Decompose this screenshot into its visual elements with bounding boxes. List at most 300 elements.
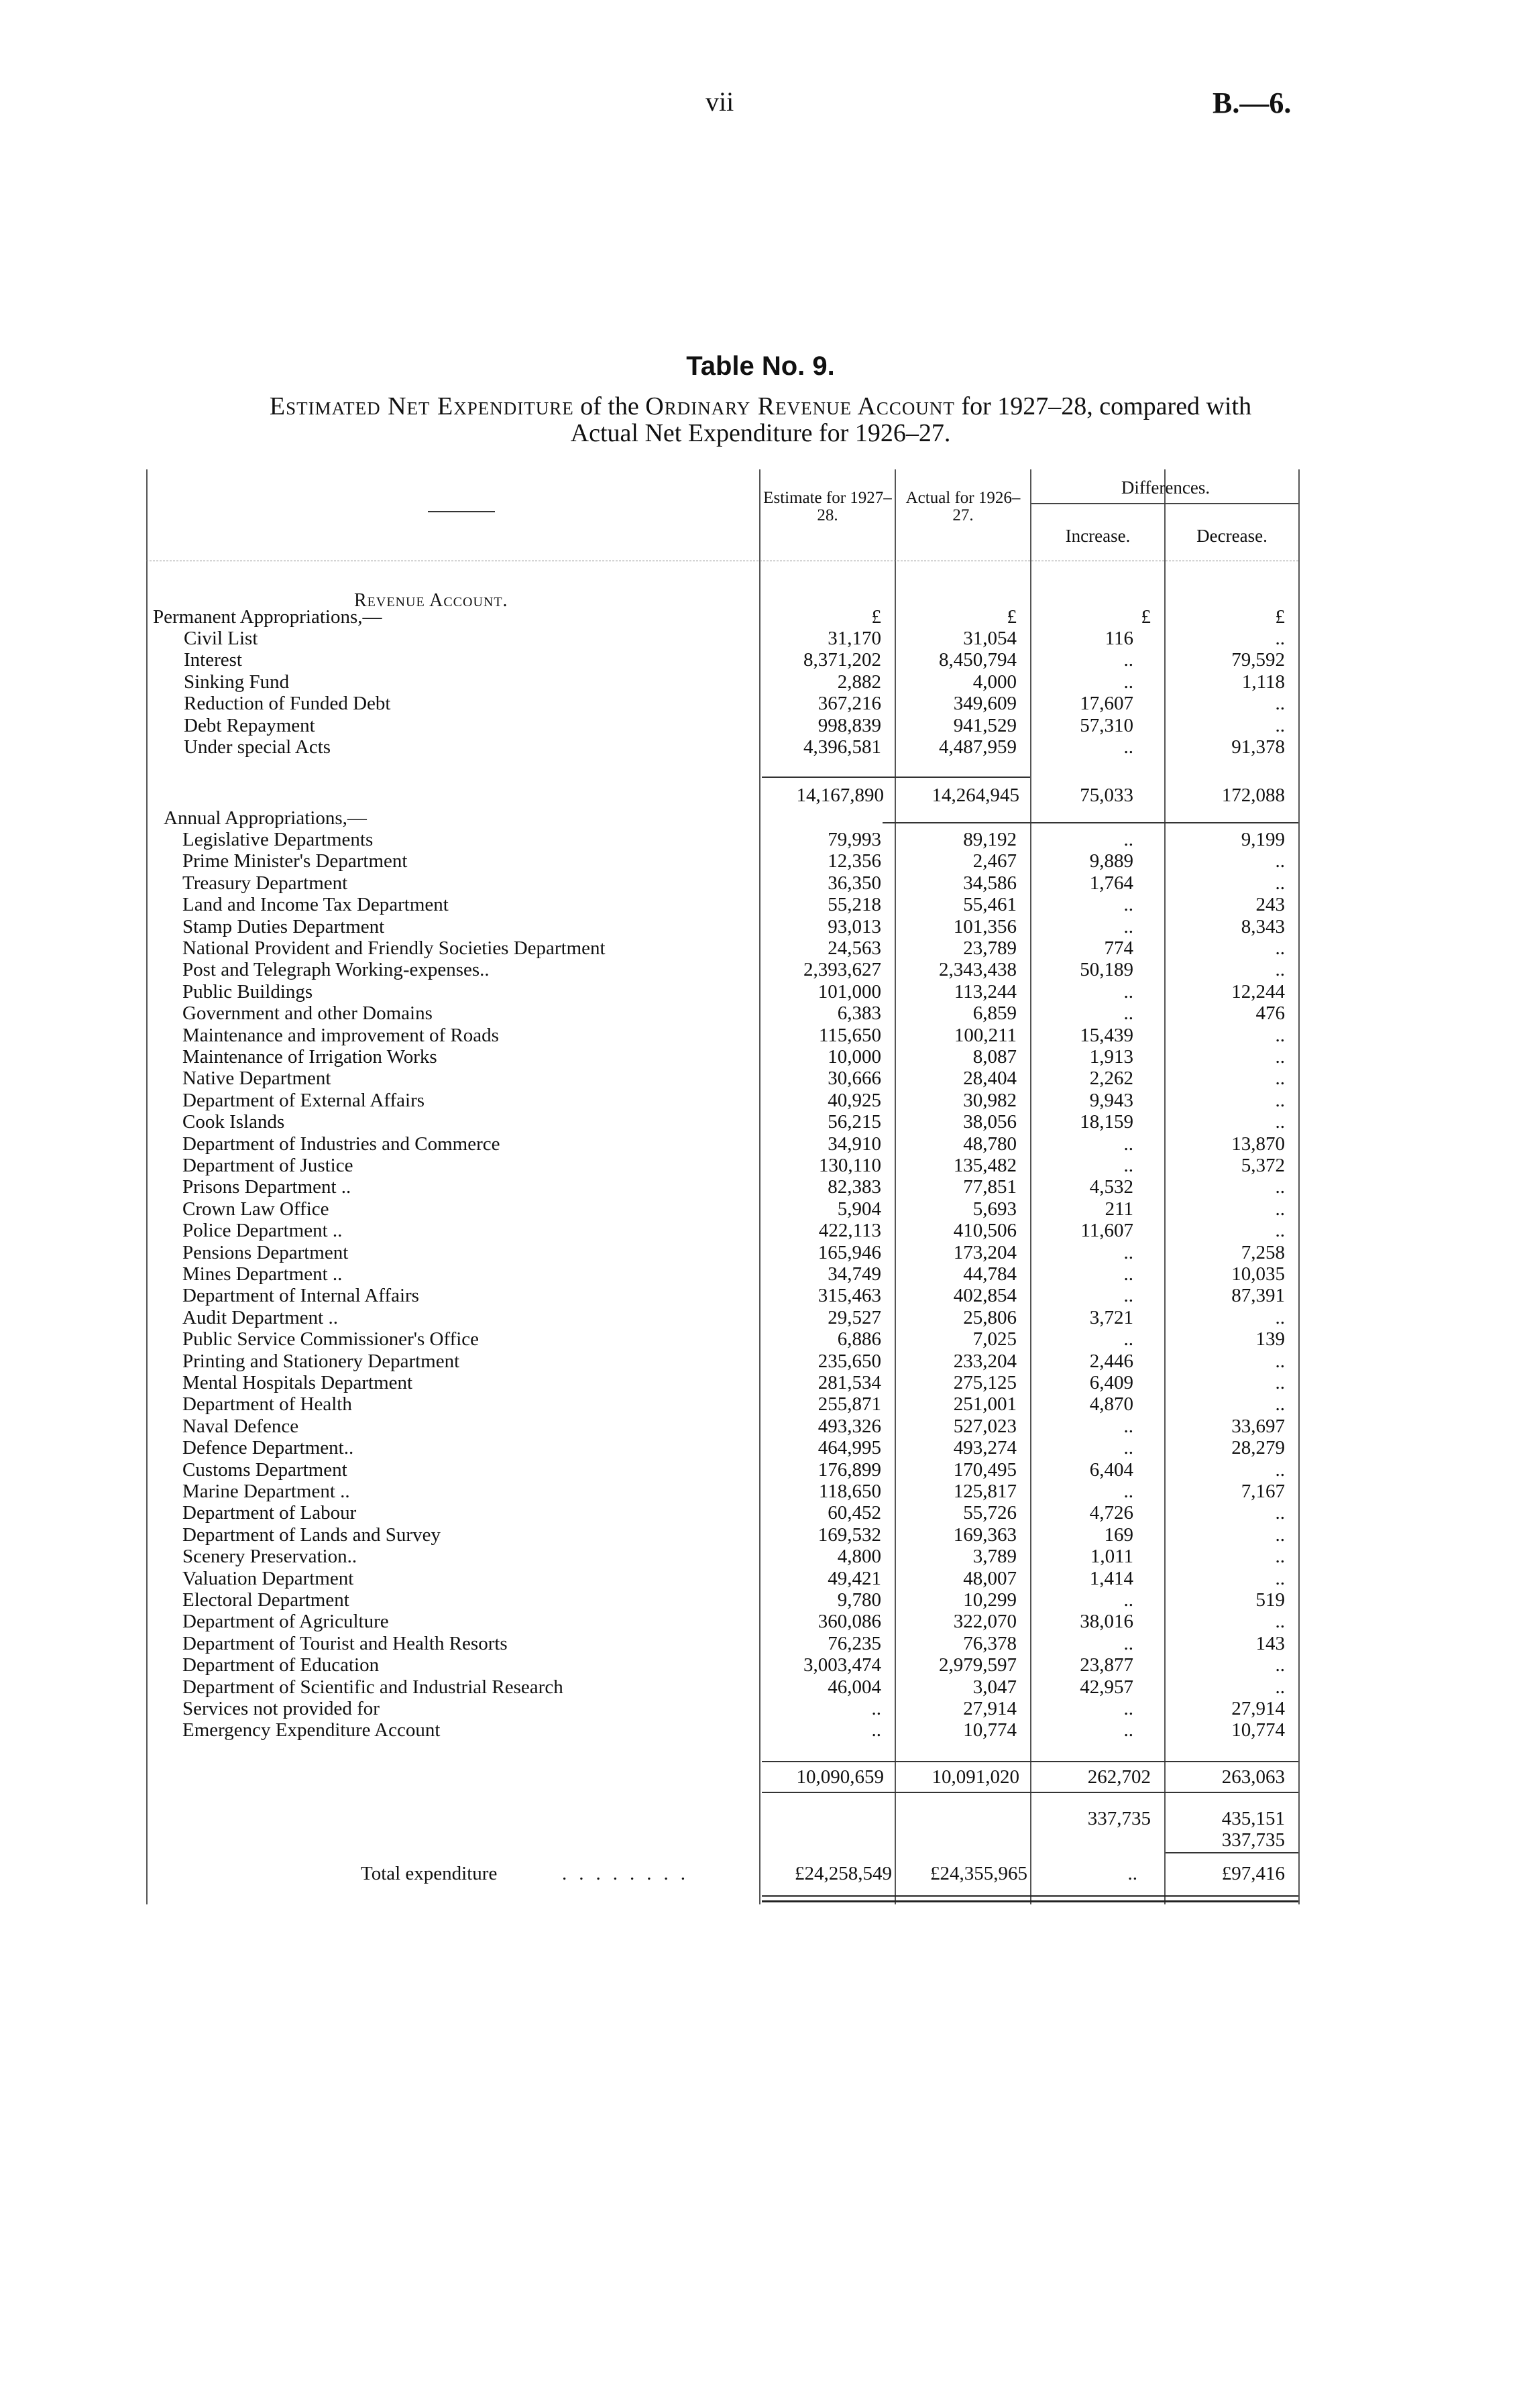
row-actual: 402,854: [953, 1285, 1017, 1307]
row-estimate: 130,110: [818, 1155, 881, 1176]
row-estimate: 12,356: [828, 850, 881, 872]
combined-decrease: 435,151: [1221, 1808, 1285, 1829]
permanent-total-row: [146, 785, 1300, 806]
table-row: [146, 1002, 1300, 1024]
col-head-increase: Increase.: [1065, 526, 1131, 546]
row-increase: 4,870: [1089, 1393, 1133, 1416]
row-decrease: ..: [1275, 937, 1285, 959]
row-estimate: 4,800: [837, 1546, 881, 1568]
table-row: [146, 1155, 1300, 1176]
grand-total-double-rule: [762, 1895, 1298, 1902]
annual-heading: Annual Appropriations,—: [164, 807, 367, 829]
row-actual: 2,343,438: [939, 959, 1017, 981]
row-label: Interest: [184, 649, 242, 671]
row-label: Marine Department ..: [182, 1481, 350, 1502]
row-estimate: 56,215: [828, 1111, 881, 1133]
row-label: Maintenance and improvement of Roads: [182, 1024, 499, 1046]
table-row: [146, 1372, 1300, 1393]
row-estimate: 10,000: [828, 1046, 881, 1068]
row-decrease: ..: [1275, 1220, 1285, 1242]
row-increase: ..: [1123, 1437, 1133, 1459]
currency-row: [146, 606, 1300, 628]
row-increase: ..: [1123, 1285, 1133, 1307]
table-row: [146, 1568, 1300, 1589]
table-row: [146, 959, 1300, 980]
row-increase: 211: [1105, 1198, 1133, 1220]
row-increase: ..: [1123, 649, 1133, 671]
row-actual: 23,789: [963, 937, 1017, 959]
row-label: Crown Law Office: [182, 1198, 329, 1220]
row-actual: 25,806: [963, 1306, 1017, 1328]
row-actual: 48,007: [963, 1567, 1017, 1589]
row-estimate: 5,904: [837, 1198, 881, 1220]
row-increase: 18,159: [1080, 1111, 1133, 1133]
grand-total-increase: ..: [1127, 1863, 1137, 1884]
row-increase: ..: [1123, 1328, 1133, 1351]
perm-total-decrease: 172,088: [1221, 785, 1285, 806]
row-label: Department of Education: [182, 1654, 380, 1676]
row-actual: 55,726: [963, 1502, 1017, 1524]
row-actual: 493,274: [953, 1437, 1017, 1459]
table-row: [146, 715, 1300, 736]
table-row: [146, 1025, 1300, 1046]
row-label: Audit Department ..: [182, 1306, 338, 1328]
row-decrease: ..: [1275, 1046, 1285, 1068]
row-increase: ..: [1123, 1133, 1133, 1155]
perm-total-estimate: 14,167,890: [796, 785, 884, 806]
annual-top-rule: [883, 822, 1298, 823]
col-head-decrease: Decrease.: [1196, 526, 1268, 546]
table-row: [146, 1546, 1300, 1567]
row-estimate: 82,383: [828, 1176, 881, 1198]
row-decrease: 7,167: [1241, 1481, 1285, 1502]
row-label: Services not provided for: [182, 1698, 380, 1719]
row-estimate: 176,899: [818, 1458, 881, 1481]
subtitle-part-b: of the: [573, 392, 646, 420]
table-row: [146, 1176, 1300, 1198]
row-increase: 1,414: [1089, 1567, 1133, 1589]
row-label: Department of Internal Affairs: [182, 1285, 419, 1307]
row-actual: 170,495: [953, 1458, 1017, 1481]
row-decrease: ..: [1275, 1676, 1285, 1698]
table-row: [146, 1133, 1300, 1155]
row-label: Emergency Expenditure Account: [182, 1719, 441, 1741]
annual-total-increase: 262,702: [1087, 1766, 1151, 1788]
row-actual: 349,609: [953, 693, 1017, 715]
row-actual: 101,356: [953, 915, 1017, 937]
row-increase: 50,189: [1080, 959, 1133, 981]
table-row: [146, 1459, 1300, 1481]
row-increase: ..: [1123, 1415, 1133, 1437]
row-decrease: 87,391: [1231, 1285, 1285, 1307]
row-estimate: 2,882: [837, 671, 881, 693]
stub-header-dash: [428, 511, 495, 512]
grand-total-row: [146, 1863, 1300, 1884]
row-decrease: 79,592: [1231, 649, 1285, 671]
row-increase: 116: [1105, 628, 1133, 649]
row-label: Post and Telegraph Working-expenses..: [182, 959, 490, 981]
row-increase: 6,409: [1089, 1372, 1133, 1393]
row-label: Department of Labour: [182, 1502, 357, 1524]
grand-total-decrease: £97,416: [1221, 1863, 1285, 1884]
row-decrease: ..: [1275, 1611, 1285, 1633]
row-estimate: 79,993: [828, 829, 881, 850]
row-label: Naval Defence: [182, 1415, 299, 1437]
offset-rule: [1166, 1852, 1298, 1853]
annual-total-decrease: 263,063: [1221, 1766, 1285, 1788]
table-row: [146, 1090, 1300, 1111]
row-actual: 527,023: [953, 1415, 1017, 1437]
row-actual: 3,789: [972, 1546, 1017, 1568]
row-label: Land and Income Tax Department: [182, 894, 449, 916]
row-decrease: ..: [1275, 693, 1285, 715]
row-decrease: 9,199: [1241, 829, 1285, 850]
table-row: [146, 1263, 1300, 1285]
row-label: Public Service Commissioner's Office: [182, 1328, 480, 1351]
table-subtitle-line2: Actual Net Expenditure for 1926–27.: [570, 419, 951, 447]
grand-total-actual: £24,355,965: [930, 1863, 1027, 1884]
row-estimate: 55,218: [828, 894, 881, 916]
row-increase: 57,310: [1080, 714, 1133, 736]
row-actual: 44,784: [963, 1263, 1017, 1285]
row-estimate: 46,004: [828, 1676, 881, 1698]
annual-total-row: [146, 1766, 1300, 1788]
row-actual: 113,244: [954, 980, 1017, 1002]
table-row: [146, 736, 1300, 758]
row-actual: 4,487,959: [939, 736, 1017, 758]
row-estimate: 36,350: [828, 872, 881, 894]
row-decrease: 10,035: [1231, 1263, 1285, 1285]
row-label: Native Department: [182, 1068, 331, 1090]
row-actual: 2,467: [972, 850, 1017, 872]
row-label: Department of Agriculture: [182, 1611, 389, 1633]
row-label: Cook Islands: [182, 1111, 285, 1133]
annual-total-estimate: 10,090,659: [796, 1766, 884, 1788]
table-row: [146, 1393, 1300, 1415]
differences-rule: [1031, 503, 1298, 504]
combined-offset-row: [146, 1829, 1300, 1851]
row-label: Prime Minister's Department: [182, 850, 408, 872]
row-increase: 17,607: [1080, 693, 1133, 715]
row-actual: 76,378: [963, 1632, 1017, 1654]
row-estimate: 6,383: [837, 1002, 881, 1025]
row-actual: 4,000: [972, 671, 1017, 693]
table-row: [146, 1502, 1300, 1524]
row-label: Civil List: [184, 628, 258, 649]
table-row: [146, 693, 1300, 714]
row-decrease: ..: [1275, 1372, 1285, 1393]
row-actual: 34,586: [963, 872, 1017, 894]
row-decrease: 139: [1255, 1328, 1285, 1351]
row-label: Under special Acts: [184, 736, 331, 758]
row-increase: 1,764: [1089, 872, 1133, 894]
row-increase: ..: [1123, 829, 1133, 850]
row-label: Prisons Department ..: [182, 1176, 351, 1198]
row-decrease: 28,279: [1231, 1437, 1285, 1459]
row-increase: ..: [1123, 736, 1133, 758]
grand-total-label: Total expenditure: [361, 1863, 498, 1884]
table-row: [146, 1351, 1300, 1372]
row-estimate: 998,839: [818, 714, 881, 736]
row-actual: 169,363: [953, 1524, 1017, 1546]
table-row: [146, 894, 1300, 915]
row-estimate: 464,995: [818, 1437, 881, 1459]
row-estimate: 118,650: [818, 1481, 881, 1502]
currency-actual: £: [1007, 606, 1017, 628]
perm-sum-rule: [762, 777, 1030, 778]
row-increase: ..: [1123, 1589, 1133, 1611]
row-decrease: ..: [1275, 1068, 1285, 1090]
row-increase: ..: [1123, 1481, 1133, 1502]
row-actual: 3,047: [972, 1676, 1017, 1698]
subtitle-part-d: for 1927–28, compared with: [954, 392, 1252, 420]
row-estimate: 31,170: [828, 628, 881, 649]
row-increase: ..: [1123, 1698, 1133, 1719]
table-row: [146, 1220, 1300, 1241]
row-increase: ..: [1123, 1263, 1133, 1285]
row-estimate: 255,871: [818, 1393, 881, 1416]
row-increase: ..: [1123, 1002, 1133, 1025]
row-decrease: 91,378: [1231, 736, 1285, 758]
row-actual: 251,001: [953, 1393, 1017, 1416]
combined-decrease-offset: 337,735: [1221, 1829, 1285, 1851]
row-decrease: ..: [1275, 1089, 1285, 1111]
row-increase: 1,913: [1089, 1046, 1133, 1068]
row-decrease: ..: [1275, 1350, 1285, 1372]
row-label: Police Department ..: [182, 1220, 343, 1242]
table-row: [146, 1676, 1300, 1698]
row-label: Department of Tourist and Health Resorts: [182, 1632, 508, 1654]
row-decrease: 476: [1255, 1002, 1285, 1025]
table-row: [146, 1698, 1300, 1719]
row-label: Pensions Department: [182, 1241, 349, 1263]
table-row: [146, 1719, 1300, 1741]
row-actual: 30,982: [963, 1089, 1017, 1111]
row-label: Defence Department..: [182, 1437, 354, 1459]
row-increase: ..: [1123, 915, 1133, 937]
table-row: [146, 916, 1300, 937]
currency-increase: £: [1141, 606, 1151, 628]
row-decrease: 12,244: [1231, 980, 1285, 1002]
row-actual: 5,693: [972, 1198, 1017, 1220]
row-increase: 774: [1104, 937, 1133, 959]
row-decrease: ..: [1275, 1546, 1285, 1568]
row-actual: 100,211: [954, 1024, 1017, 1046]
table-row: [146, 649, 1300, 671]
row-estimate: 76,235: [828, 1632, 881, 1654]
table-row: [146, 1111, 1300, 1133]
row-estimate: 281,534: [818, 1372, 881, 1393]
row-actual: 10,299: [963, 1589, 1017, 1611]
grand-total-leader: ........: [562, 1863, 697, 1884]
subtitle-part-c: Ordinary Revenue Account: [645, 392, 955, 420]
table-row: [146, 1481, 1300, 1502]
row-increase: 6,404: [1089, 1458, 1133, 1481]
row-actual: 55,461: [963, 894, 1017, 916]
row-estimate: 60,452: [828, 1502, 881, 1524]
row-label: Legislative Departments: [182, 829, 374, 850]
row-increase: ..: [1123, 1155, 1133, 1176]
row-estimate: 115,650: [818, 1024, 881, 1046]
table-row: [146, 1437, 1300, 1458]
row-estimate: 422,113: [818, 1220, 881, 1242]
row-label: Stamp Duties Department: [182, 915, 385, 937]
row-decrease: ..: [1275, 1176, 1285, 1198]
annual-heading-row: [146, 807, 1300, 829]
row-label: Scenery Preservation..: [182, 1546, 357, 1568]
row-increase: 2,262: [1089, 1068, 1133, 1090]
table-row: [146, 937, 1300, 959]
row-increase: 1,011: [1090, 1546, 1133, 1568]
combined-rule: [762, 1792, 1298, 1793]
table-row: [146, 829, 1300, 850]
col-head-differences: Differences.: [1121, 477, 1210, 498]
table-row: [146, 1285, 1300, 1306]
row-actual: 6,859: [972, 1002, 1017, 1025]
row-decrease: 5,372: [1241, 1155, 1285, 1176]
row-increase: ..: [1123, 1719, 1133, 1741]
row-estimate: 49,421: [828, 1567, 881, 1589]
table-row: [146, 1198, 1300, 1220]
row-increase: 42,957: [1080, 1676, 1133, 1698]
row-estimate: 9,780: [837, 1589, 881, 1611]
row-estimate: 4,396,581: [803, 736, 881, 758]
row-decrease: ..: [1275, 1306, 1285, 1328]
row-decrease: 13,870: [1231, 1133, 1285, 1155]
row-estimate: 40,925: [828, 1089, 881, 1111]
row-estimate: 93,013: [828, 915, 881, 937]
row-actual: 38,056: [963, 1111, 1017, 1133]
row-actual: 8,087: [972, 1046, 1017, 1068]
row-estimate: 29,527: [828, 1306, 881, 1328]
table-row: [146, 1633, 1300, 1654]
row-decrease: 33,697: [1231, 1415, 1285, 1437]
row-label: Electoral Department: [182, 1589, 349, 1611]
row-label: Government and other Domains: [182, 1002, 433, 1025]
row-increase: 4,726: [1089, 1502, 1133, 1524]
table-row: [146, 628, 1300, 649]
row-decrease: 8,343: [1241, 915, 1285, 937]
row-label: Printing and Stationery Department: [182, 1350, 460, 1372]
row-actual: 275,125: [953, 1372, 1017, 1393]
row-label: Mines Department ..: [182, 1263, 343, 1285]
row-decrease: ..: [1275, 1024, 1285, 1046]
table-subtitle-line1: [0, 392, 1521, 421]
row-estimate: 6,886: [837, 1328, 881, 1351]
table-row: [146, 1524, 1300, 1546]
table-row: [146, 1328, 1300, 1350]
row-actual: 10,774: [963, 1719, 1017, 1741]
row-decrease: ..: [1275, 850, 1285, 872]
row-decrease: 1,118: [1241, 671, 1285, 693]
table-title: Table No. 9.: [686, 351, 835, 381]
perm-total-actual: 14,264,945: [932, 785, 1019, 806]
row-label: Public Buildings: [182, 980, 313, 1002]
row-increase: ..: [1123, 894, 1133, 916]
row-actual: 28,404: [963, 1068, 1017, 1090]
table-row: [146, 1307, 1300, 1328]
row-increase: ..: [1123, 1241, 1133, 1263]
row-decrease: 10,774: [1231, 1719, 1285, 1741]
row-estimate: 493,326: [818, 1415, 881, 1437]
row-decrease: ..: [1275, 1393, 1285, 1416]
row-label: Department of Health: [182, 1393, 352, 1416]
row-estimate: 24,563: [828, 937, 881, 959]
row-estimate: ..: [871, 1719, 881, 1741]
row-estimate: 169,532: [818, 1524, 881, 1546]
row-decrease: ..: [1275, 1111, 1285, 1133]
table-row: [146, 981, 1300, 1002]
row-increase: 23,877: [1080, 1654, 1133, 1676]
row-actual: 410,506: [953, 1220, 1017, 1242]
row-actual: 48,780: [963, 1133, 1017, 1155]
table-row: [146, 1046, 1300, 1068]
row-label: Reduction of Funded Debt: [184, 693, 391, 715]
row-label: Maintenance of Irrigation Works: [182, 1046, 437, 1068]
annual-sum-rule: [762, 1761, 1298, 1762]
col-head-estimate: Estimate for 1927–28.: [763, 489, 892, 524]
row-label: Customs Department: [182, 1458, 347, 1481]
row-increase: ..: [1123, 671, 1133, 693]
row-increase: ..: [1123, 1632, 1133, 1654]
row-label: Mental Hospitals Department: [182, 1372, 413, 1393]
row-actual: 125,817: [953, 1481, 1017, 1502]
row-decrease: ..: [1275, 1198, 1285, 1220]
grand-total-estimate: £24,258,549: [795, 1863, 892, 1884]
row-label: Sinking Fund: [184, 671, 290, 693]
col-head-actual: Actual for 1926–27.: [905, 489, 1021, 524]
annual-total-actual: 10,091,020: [932, 1766, 1019, 1788]
subtitle-part-a: Estimated Net Expenditure: [269, 392, 574, 420]
currency-estimate: £: [871, 606, 881, 628]
table-row: [146, 850, 1300, 872]
row-increase: 38,016: [1080, 1611, 1133, 1633]
table-row: [146, 1611, 1300, 1632]
row-actual: 173,204: [953, 1241, 1017, 1263]
row-decrease: ..: [1275, 1654, 1285, 1676]
row-increase: 2,446: [1089, 1350, 1133, 1372]
row-actual: 2,979,597: [939, 1654, 1017, 1676]
row-decrease: 519: [1255, 1589, 1285, 1611]
row-label: Department of Industries and Commerce: [182, 1133, 500, 1155]
row-label: Department of Scientific and Industrial Research: [182, 1676, 563, 1698]
section-title-text: Revenue Account.: [354, 590, 508, 611]
row-increase: 4,532: [1089, 1176, 1133, 1198]
table-row: [146, 1068, 1300, 1089]
perm-total-increase: 75,033: [1080, 785, 1133, 806]
row-decrease: ..: [1275, 959, 1285, 981]
row-decrease: ..: [1275, 1567, 1285, 1589]
row-decrease: 243: [1255, 894, 1285, 916]
row-estimate: 30,666: [828, 1068, 881, 1090]
row-label: Debt Repayment: [184, 714, 315, 736]
row-decrease: ..: [1275, 714, 1285, 736]
row-estimate: 315,463: [818, 1285, 881, 1307]
row-label: Valuation Department: [182, 1567, 354, 1589]
table-row: [146, 1654, 1300, 1676]
row-decrease: ..: [1275, 872, 1285, 894]
page-number: vii: [706, 87, 734, 117]
row-decrease: ..: [1275, 1524, 1285, 1546]
table-row: [146, 872, 1300, 894]
combined-row: [146, 1808, 1300, 1829]
row-actual: 89,192: [963, 829, 1017, 850]
row-label: Department of Justice: [182, 1155, 353, 1176]
row-increase: 15,439: [1080, 1024, 1133, 1046]
row-estimate: ..: [871, 1698, 881, 1719]
row-decrease: 27,914: [1231, 1698, 1285, 1719]
row-decrease: ..: [1275, 628, 1285, 649]
